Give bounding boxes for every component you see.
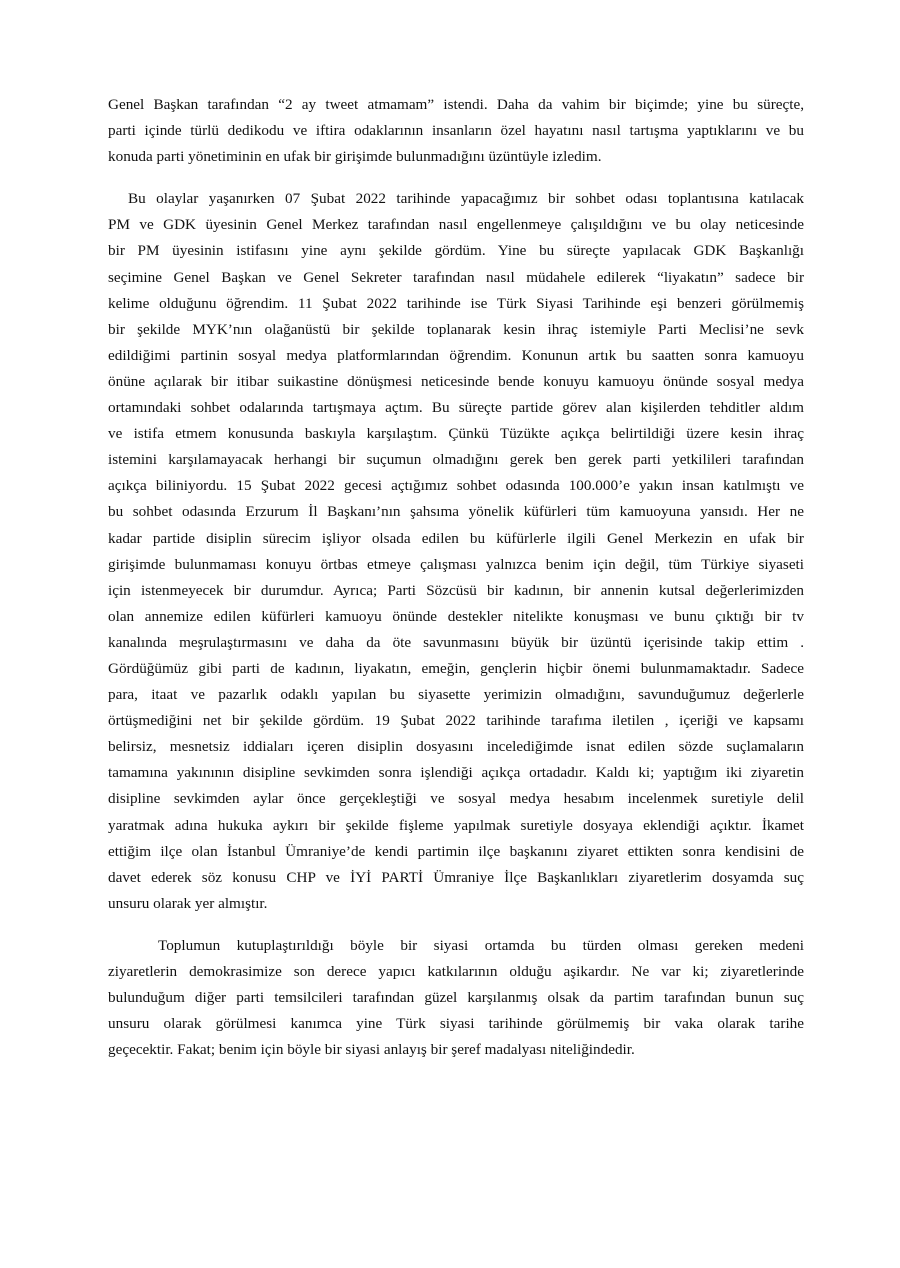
text-line: bulunduğum diğer parti temsilcileri tarafından güzel karşılanmış olsak da partim tarafından bunun suç	[108, 989, 804, 1007]
text-line: unsuru olarak yer almıştır.	[108, 894, 268, 912]
text-line: seçimine Genel Başkan ve Genel Sekreter tarafından nasıl müdahele edilerek “liyakatın” sadece bir	[108, 268, 804, 286]
text-line: yaratmak adına hukuka aykırı bir şekilde fişleme yapılmak suretiyle dosyaya eklendiği açıktır. İkamet	[108, 816, 804, 834]
text-line: örtüşmediğini net bir şekilde gördüm. 19 Şubat 2022 tarihinde tarafıma iletilen , içeriği ve kapsamı	[108, 712, 804, 730]
text-line: Toplumun kutuplaştırıldığı böyle bir siyasi ortamda bu türden olması gereken medeni	[158, 936, 804, 954]
paragraph-1	[108, 92, 804, 170]
text-line: ve istifa etmem konusunda baskıyla karşılaştım. Çünkü Tüzükte açıkça belirtildiği üzere kesin ihraç	[108, 425, 804, 443]
text-line: kadar partide disiplin sürecim işliyor olsada edilen bu küfürlerle ilgili Genel Merkezin en ufak bir	[108, 529, 804, 547]
text-line: Gördüğümüz gibi parti de kadının, liyakatın, emeğin, gençlerin hiçbir önemi bulunmamaktadır. Sadece	[108, 659, 804, 677]
text-line: bir şekilde MYK’nın olağanüstü bir şekilde toplanarak kesin ihraç istemiyle Parti Meclisi’ne sevk	[108, 320, 804, 338]
text-line: unsuru olarak görülmesi kanımca yine Türk siyasi tarihinde görülmemiş bir vaka olarak tarihe	[108, 1015, 804, 1033]
text-line: konuda parti yönetiminin en ufak bir girişimde bulunmadığını üzüntüyle izledim.	[108, 148, 602, 166]
text-line: kelime olduğunu öğrendim. 11 Şubat 2022 tarihinde ise Türk Siyasi Tarihinde eşi benzeri görülmemiş	[108, 294, 804, 312]
text-line: istemini karşılamayacak herhangi bir suçumun olmadığını gerek ben gerek parti yetkilileri tarafından	[108, 451, 804, 469]
text-line: belirsiz, mesnetsiz iddiaları içeren disiplin dosyasını incelediğimde isnat edilen sözde suçlamaların	[108, 738, 804, 756]
text-line: olan annemize edilen küfürleri kamuoyu önünde destekler nitelikte konuşması ve bunu çıktığı bir tv	[108, 607, 804, 625]
text-line: davet ederek söz konusu CHP ve İYİ PARTİ Ümraniye İlçe Başkanlıkları ziyaretlerim dosyamda suç	[108, 868, 804, 886]
text-line: tamamına yakınının disipline sevkimden sonra işlendiği açıkça ortadadır. Kaldı ki; yaptığım iki ziyaretin	[108, 764, 804, 782]
text-line: PM ve GDK üyesinin Genel Merkez tarafından nasıl engellenmeye çalışıldığını ve bu olay neticesinde	[108, 216, 804, 234]
document-page	[108, 92, 804, 1063]
text-line: Genel Başkan tarafından “2 ay tweet atmamam” istendi. Daha da vahim bir biçimde; yine bu süreçte,	[108, 96, 804, 113]
text-line: ettiğim ilçe olan İstanbul Ümraniye’de kendi partimin ilçe başkanını ziyaret ettikten sonra kendisini de	[108, 842, 804, 860]
text-line: disipline sevkimden aylar önce gerçekleştiği ve sosyal medya hesabım incelenmek suretiyle delil	[108, 790, 804, 808]
text-line: önüne açılarak bir itibar suikastine dönüşmesi neticesinde bende konuyu kamuoyu önünde sosyal medya	[108, 372, 804, 390]
text-line: kanalında meşrulaştırmasını ve daha da öte savunmasını büyük bir üzüntü içerisinde takip ettim .	[108, 633, 804, 651]
text-line: edildiğimi partinin sosyal medya platformlarından öğrendim. Konunun artık bu saatten sonra kamuoyu	[108, 346, 804, 364]
paragraph-3	[108, 933, 804, 1063]
text-line: Bu olaylar yaşanırken 07 Şubat 2022 tarihinde yapacağımız bir sohbet odası toplantısına katılacak	[128, 190, 804, 208]
text-line: bu sohbet odasında Erzurum İl Başkanı’nın şahsıma yönelik küfürleri tüm kamuoyuna yansıdı. Her ne	[108, 503, 804, 521]
text-line: ortamındaki sohbet odalarında tartışmaya açtım. Bu süreçte partide görev alan kişilerden tehditler aldım	[108, 399, 804, 417]
text-line: para, itaat ve pazarlık odaklı yapılan bu siyasette yerimizin olmadığını, savunduğumuz değerlerle	[108, 686, 804, 704]
text-line: girişimde bulunmaması konuyu örtbas etmeye çalışması yalnızca benim için değil, tüm Türkiye siyaseti	[108, 555, 804, 573]
text-line: açıkça biliniyordu. 15 Şubat 2022 gecesi açtığımız sohbet odasında 100.000’e yakın insan katılmıştı ve	[108, 477, 804, 495]
text-line: ziyaretlerin demokrasimize son derece yapıcı katkılarının olduğu aşikardır. Ne var ki; ziyaretlerinde	[108, 963, 804, 980]
paragraph-2	[108, 186, 804, 917]
text-line: parti içinde türlü dedikodu ve iftira odaklarının insanların özel hayatını nasıl tartışma yaptıklarını ve bu	[108, 122, 804, 140]
text-line: bir PM üyesinin istifasını yine aynı şekilde gördüm. Yine bu süreçte yapılacak GDK Başkanlığı	[108, 242, 804, 260]
text-line: için istenmeyecek bir durumdur. Ayrıca; Parti Sözcüsü bir kadının, bir annenin kutsal değerlerimizden	[108, 581, 804, 599]
text-line: geçecektir. Fakat; benim için böyle bir siyasi anlayış bir şeref madalyası niteliğindedir.	[108, 1041, 635, 1059]
